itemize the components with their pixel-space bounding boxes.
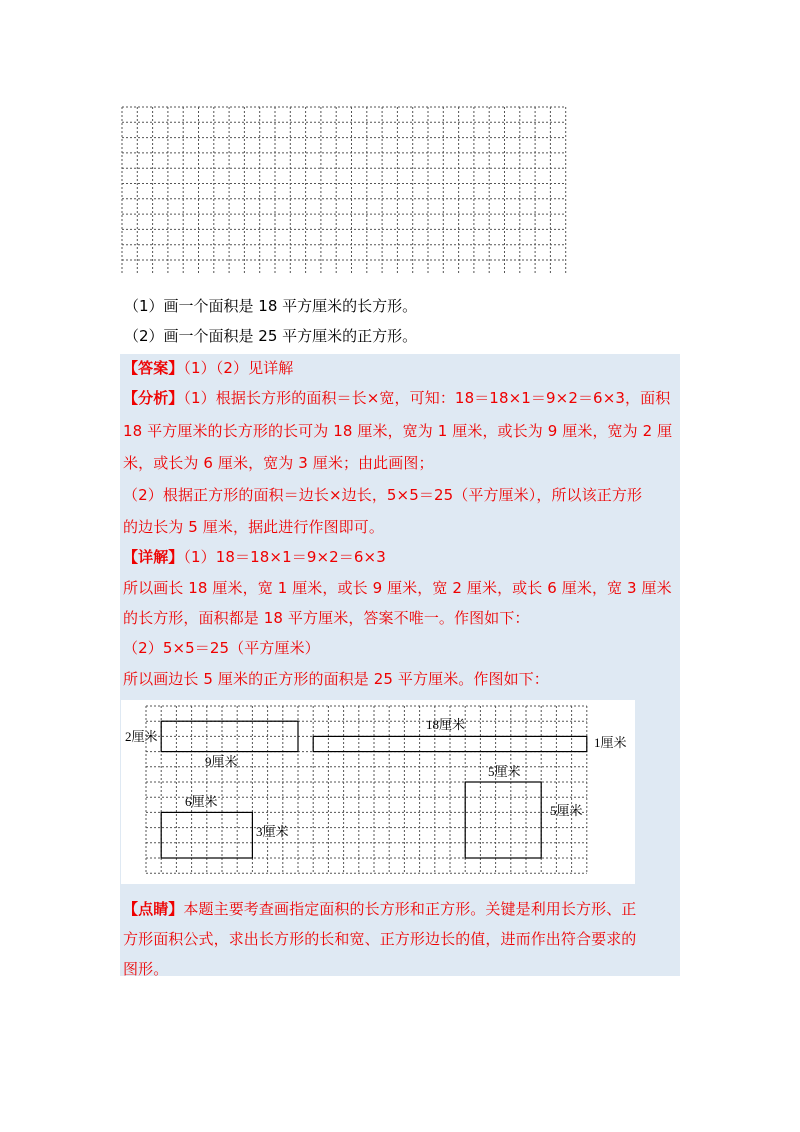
blank-grid — [121, 106, 569, 274]
detail-line-1 — [123, 547, 386, 567]
analysis-line-4: （2）根据正方形的面积＝边长×边长，5×5＝25（平方厘米），所以该正方形 — [123, 486, 643, 504]
question-2: （2）画一个面积是 25 平方厘米的正方形。 — [124, 327, 418, 345]
answer-text: （1）（2）见详解 — [183, 359, 294, 377]
comment-line-3: 图形。 — [123, 960, 169, 978]
label-3cm: 3厘米 — [256, 824, 289, 839]
answer-line — [123, 358, 293, 378]
analysis-line-2: 18 平方厘米的长方形的长可为 18 厘米，宽为 1 厘米，或长为 9 厘米，宽为 2 厘 — [123, 422, 673, 440]
detail-line-4: （2）5×5＝25（平方厘米） — [123, 639, 320, 657]
question-1: （1）画一个面积是 18 平方厘米的长方形。 — [124, 297, 418, 315]
label-6cm: 6厘米 — [185, 794, 218, 809]
answer-tag: 【答案】 — [123, 359, 184, 377]
detail-tag: 【详解】 — [123, 548, 184, 566]
comment-line-1 — [123, 899, 636, 919]
label-square-top: 5厘米 — [488, 764, 521, 779]
analysis-line-1 — [123, 388, 670, 408]
detail-line-3: 的长方形，面积都是 18 平方厘米，答案不唯一。作图如下： — [123, 609, 530, 627]
analysis-line-3: 米，或长为 6 厘米，宽为 3 厘米；由此画图； — [123, 454, 434, 472]
label-2cm: 2厘米 — [125, 729, 158, 744]
detail-line-5: 所以画边长 5 厘米的正方形的面积是 25 平方厘米。作图如下： — [123, 670, 549, 688]
label-9cm: 9厘米 — [205, 754, 238, 769]
answer-figure-grid — [121, 700, 635, 884]
analysis-tag: 【分析】 — [123, 389, 184, 407]
detail-line-2: 所以画长 18 厘米，宽 1 厘米，或长 9 厘米，宽 2 厘米，或长 6 厘米，宽 3 厘米 — [123, 579, 672, 597]
comment-text: 本题主要考查画指定面积的长方形和正方形。关键是利用长方形、正 — [183, 900, 637, 918]
answer-figure — [121, 700, 635, 884]
rect-2x9 — [161, 721, 298, 751]
comment-line-2: 方形面积公式，求出长方形的长和宽、正方形边长的值，进而作出符合要求的 — [123, 930, 637, 948]
analysis-text: （1）根据长方形的面积＝长×宽，可知：18＝18×1＝9×2＝6×3，面积 — [183, 389, 671, 407]
label-18cm: 18厘米 — [426, 717, 466, 732]
label-square-side: 5厘米 — [550, 803, 583, 818]
analysis-line-5: 的边长为 5 厘米，据此进行作图即可。 — [123, 518, 384, 536]
comment-tag: 【点睛】 — [123, 900, 184, 918]
label-1cm: 1厘米 — [594, 735, 627, 750]
detail-text: （1）18＝18×1＝9×2＝6×3 — [183, 548, 386, 566]
square-5x5 — [465, 782, 541, 858]
